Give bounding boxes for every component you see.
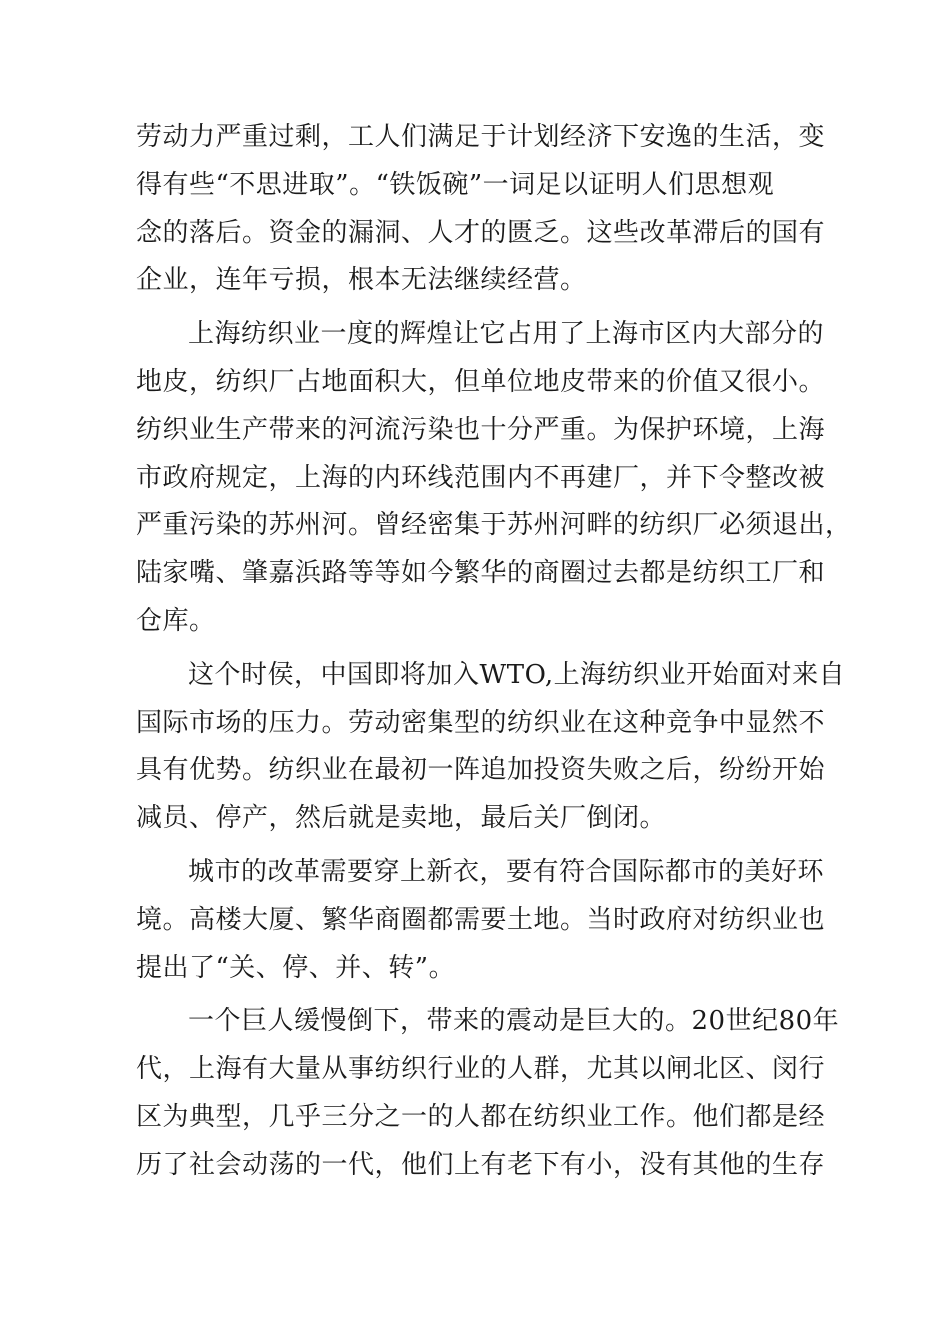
text-line: 区为典型，几乎三分之一的人都在纺织业工作。他们都是经 xyxy=(136,1101,826,1132)
text-line: 境。高楼大厦、繁华商圈都需要土地。当时政府对纺织业也 xyxy=(136,904,826,935)
text-line: 历了社会动荡的一代，他们上有老下有小，没有其他的生存 xyxy=(136,1149,826,1180)
text-line: 企业，连年亏损，根本无法继续经营。 xyxy=(136,265,587,296)
text-line: 纺织业生产带来的河流污染也十分严重。为保护环境，上海 xyxy=(136,414,826,445)
text-line: 劳动力严重过剩，工人们满足于计划经济下安逸的生活，变 xyxy=(136,122,826,152)
paragraph-4 xyxy=(136,849,826,992)
text-line: 仓库。 xyxy=(136,605,216,636)
text-line: 地皮，纺织厂占地面积大，但单位地皮带来的价值又很小。 xyxy=(136,366,826,397)
text-line: 城市的改革需要穿上新衣，要有符合国际都市的美好环 xyxy=(188,856,825,887)
text-line: 陆家嘴、肇嘉浜路等等如今繁华的商圈过去都是纺织工厂和 xyxy=(136,558,826,589)
text-line: 市政府规定，上海的内环线范围内不再建厂，并下令整改被 xyxy=(136,462,826,493)
text-line: 上海纺织业一度的辉煌让它占用了上海市区内大部分的 xyxy=(188,319,825,350)
body-text xyxy=(136,114,852,1190)
paragraph-2 xyxy=(136,311,852,646)
text-line: 代，上海有大量从事纺织行业的人群，尤其以闸北区、闵行 xyxy=(136,1054,826,1085)
paragraph-1 xyxy=(136,114,826,305)
paragraph-5 xyxy=(136,998,840,1189)
paragraph-3 xyxy=(136,652,846,843)
text-line: 得有些“不思进取”。“铁饭碗”一词足以证明人们思想观 xyxy=(136,169,775,200)
text-line: 严重污染的苏州河。曾经密集于苏州河畔的纺织厂必须退出， xyxy=(136,510,852,541)
text-line: 这个时侯，中国即将加入WTO,上海纺织业开始面对来自 xyxy=(188,659,846,690)
text-line: 一个巨人缓慢倒下，带来的震动是巨大的。20世纪80年 xyxy=(188,1006,840,1037)
text-line: 提出了“关、停、并、转”。 xyxy=(136,952,456,983)
text-line: 念的落后。资金的漏洞、人才的匮乏。这些改革滞后的国有 xyxy=(136,217,826,248)
text-line: 具有优势。纺织业在最初一阵追加投资失败之后，纷纷开始 xyxy=(136,755,826,786)
text-line: 减员、停产，然后就是卖地，最后关厂倒闭。 xyxy=(136,803,667,834)
text-line: 国际市场的压力。劳动密集型的纺织业在这种竞争中显然不 xyxy=(136,707,826,738)
